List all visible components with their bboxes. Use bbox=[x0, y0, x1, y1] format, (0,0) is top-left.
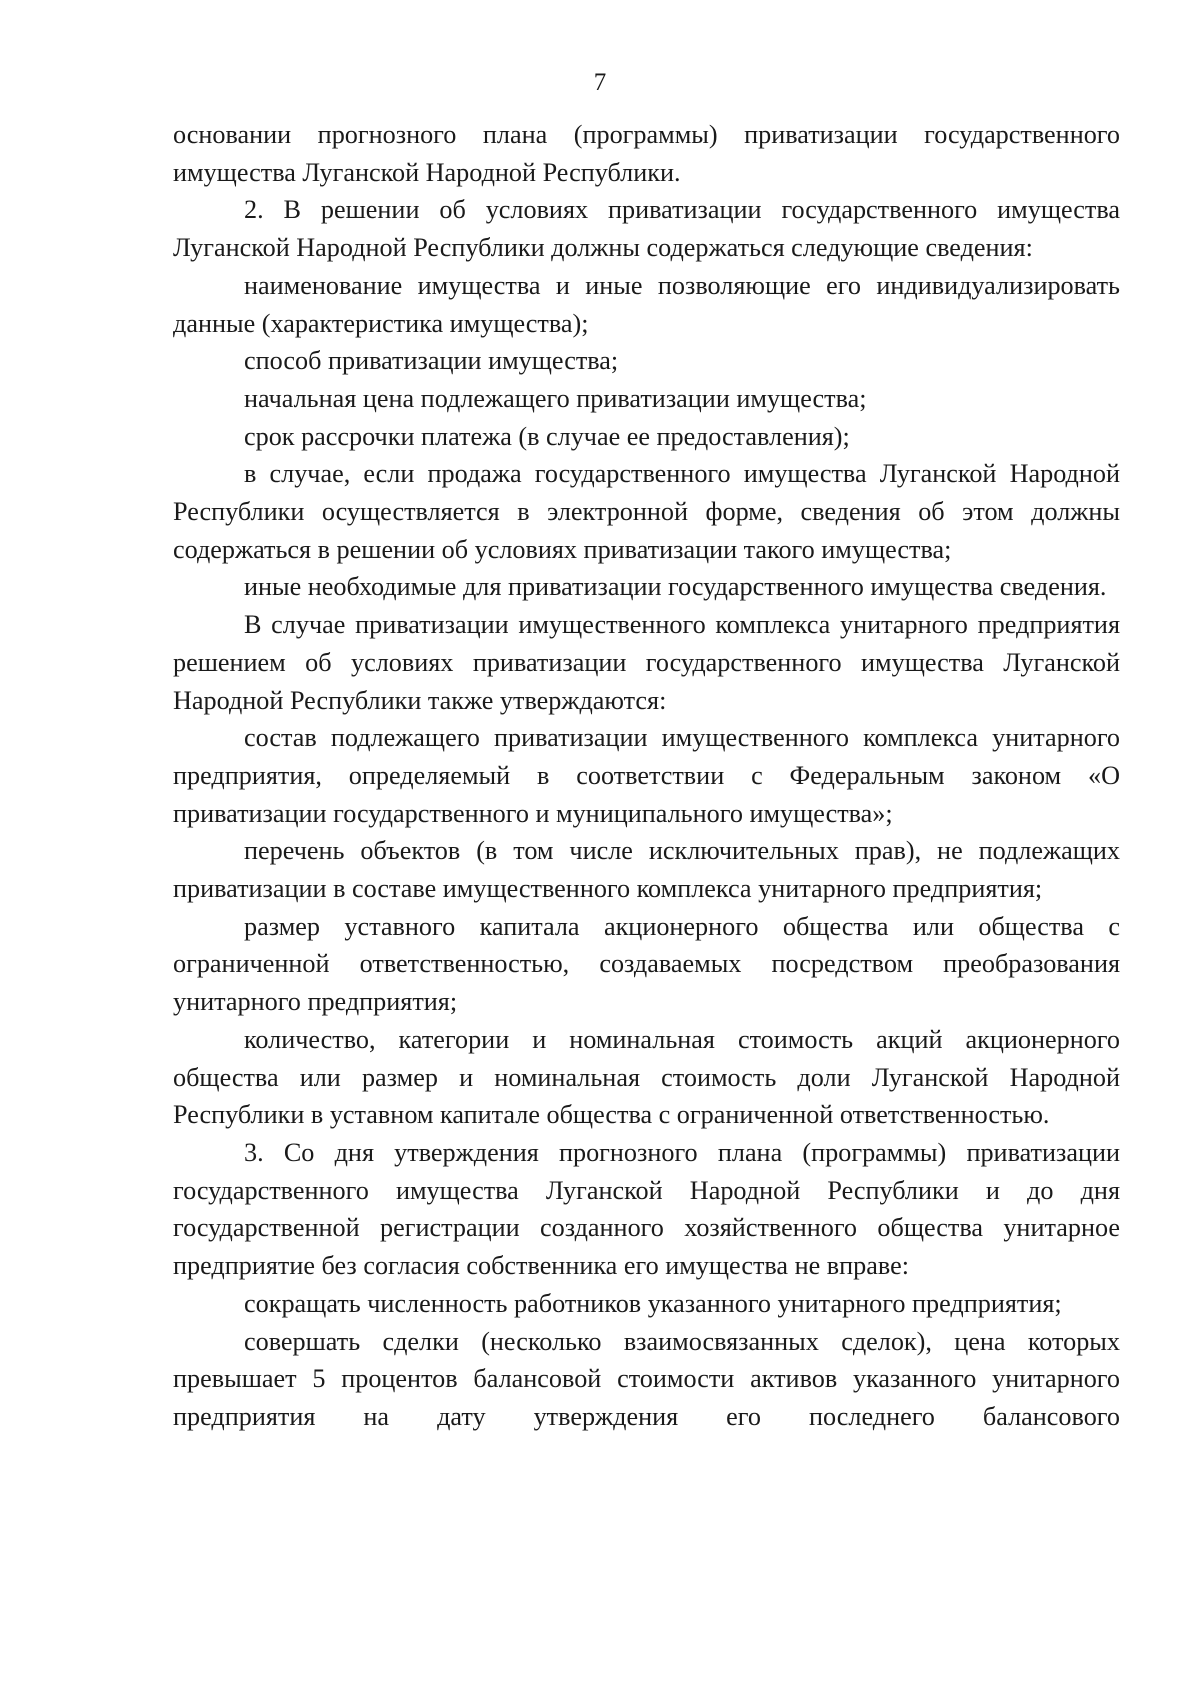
page-number: 7 bbox=[593, 69, 607, 96]
paragraph: в случае, если продажа государственного имущества Луганской Народной Республики осуществляется в электронной форме, сведения об этом должны содержаться в решении об условиях приватизации такого имущества; bbox=[173, 459, 1120, 564]
paragraph: количество, категории и номинальная стоимость акций акционерного общества или размер и номинальная стоимость доли Луганской Народной Республики в уставном капитале общества с ограниченной ответственностью. bbox=[173, 1024, 1120, 1130]
paragraph: 2. В решении об условиях приватизации государственного имущества Луганской Народной Республики должны содержаться следующие сведения: bbox=[173, 195, 1120, 263]
paragraph: иные необходимые для приватизации государственного имущества сведения. bbox=[244, 572, 1107, 602]
paragraph: состав подлежащего приватизации имущественного комплекса унитарного предприятия, определяемый в соответствии с Федеральным законом «О приватизации государственного и муниципального имущества»; bbox=[173, 723, 1120, 828]
paragraph: размер уставного капитала акционерного общества или общества с ограниченной ответственностью, создаваемых посредством преобразования унитарного предприятия; bbox=[173, 911, 1120, 1017]
paragraph: наименование имущества и иные позволяющие его индивидуализировать данные (характеристика имущества); bbox=[173, 270, 1120, 338]
paragraph: В случае приватизации имущественного комплекса унитарного предприятия решением об условиях приватизации государственного имущества Луганской Народной Республики также утверждаются: bbox=[173, 610, 1120, 715]
paragraph: срок рассрочки платежа (в случае ее предоставления); bbox=[244, 421, 850, 451]
paragraph: 3. Со дня утверждения прогнозного плана (программы) приватизации государственного имущества Луганской Народной Республики и до дня государственной регистрации созданного хозяйственного общества унитарное предприятие без согласия собственника его имущества не вправе: bbox=[173, 1137, 1120, 1281]
document-body bbox=[173, 116, 1120, 1436]
paragraph: перечень объектов (в том числе исключительных прав), не подлежащих приватизации в составе имущественного комплекса унитарного предприятия; bbox=[173, 836, 1120, 904]
paragraph: сокращать численность работников указанного унитарного предприятия; bbox=[244, 1288, 1062, 1318]
paragraph: основании прогнозного плана (программы) приватизации государственного имущества Луганской Народной Республики. bbox=[173, 120, 1120, 187]
paragraph-continued: совершать сделки (несколько взаимосвязанных сделок), цена которых превышает 5 процентов балансовой стоимости активов указанного унитарного предприятия на дату утверждения его последнего балансового bbox=[173, 1326, 1120, 1431]
paragraph: способ приватизации имущества; bbox=[244, 346, 619, 376]
paragraph: начальная цена подлежащего приватизации имущества; bbox=[244, 383, 867, 413]
